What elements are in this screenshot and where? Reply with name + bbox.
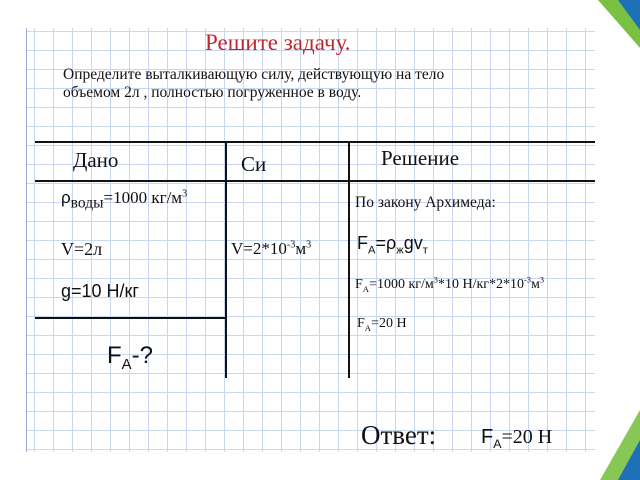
given-volume: V=2л: [61, 239, 103, 259]
table-header-line: [35, 180, 595, 182]
task-line-1: Определите выталкивающую силу, действующую на тело: [63, 66, 445, 83]
header-given: Дано: [73, 148, 119, 172]
column-divider-2: [348, 141, 350, 378]
header-solution: Решение: [381, 146, 460, 170]
table-top-line: [35, 141, 595, 143]
answer-value: $F_A=20$ Н: [481, 426, 553, 451]
grid-sheet: [26, 28, 595, 452]
task-line-2: объемом 2л , полностью погруженное в воду.: [63, 84, 362, 101]
given-separator-line: [35, 317, 225, 319]
answer-label: Ответ:: [361, 420, 437, 450]
given-find: $F_A-$?: [107, 342, 153, 373]
given-density: $\rho_{воды}=1000$ $кг/м^3$: [61, 188, 188, 212]
task-text: [63, 66, 583, 102]
si-volume: $V=2*10^{-3}м^3$: [231, 239, 312, 258]
solution-formula: $F_A=\rho_жgv_т$: [357, 233, 428, 257]
page-title: Решите задачу.: [205, 30, 351, 55]
solution-result: $F_A=20$ Н: [357, 316, 407, 333]
solution-intro: По закону Архимеда:: [355, 194, 496, 211]
solution-calculation: $F_A=1000$ $кг/м^3*10$ $Н/кг*2*10^{-3}м^3$: [355, 275, 545, 294]
column-divider-1: [225, 141, 227, 378]
given-gravity: g=10 Н/кг: [61, 281, 139, 301]
header-si: Си: [241, 152, 267, 176]
